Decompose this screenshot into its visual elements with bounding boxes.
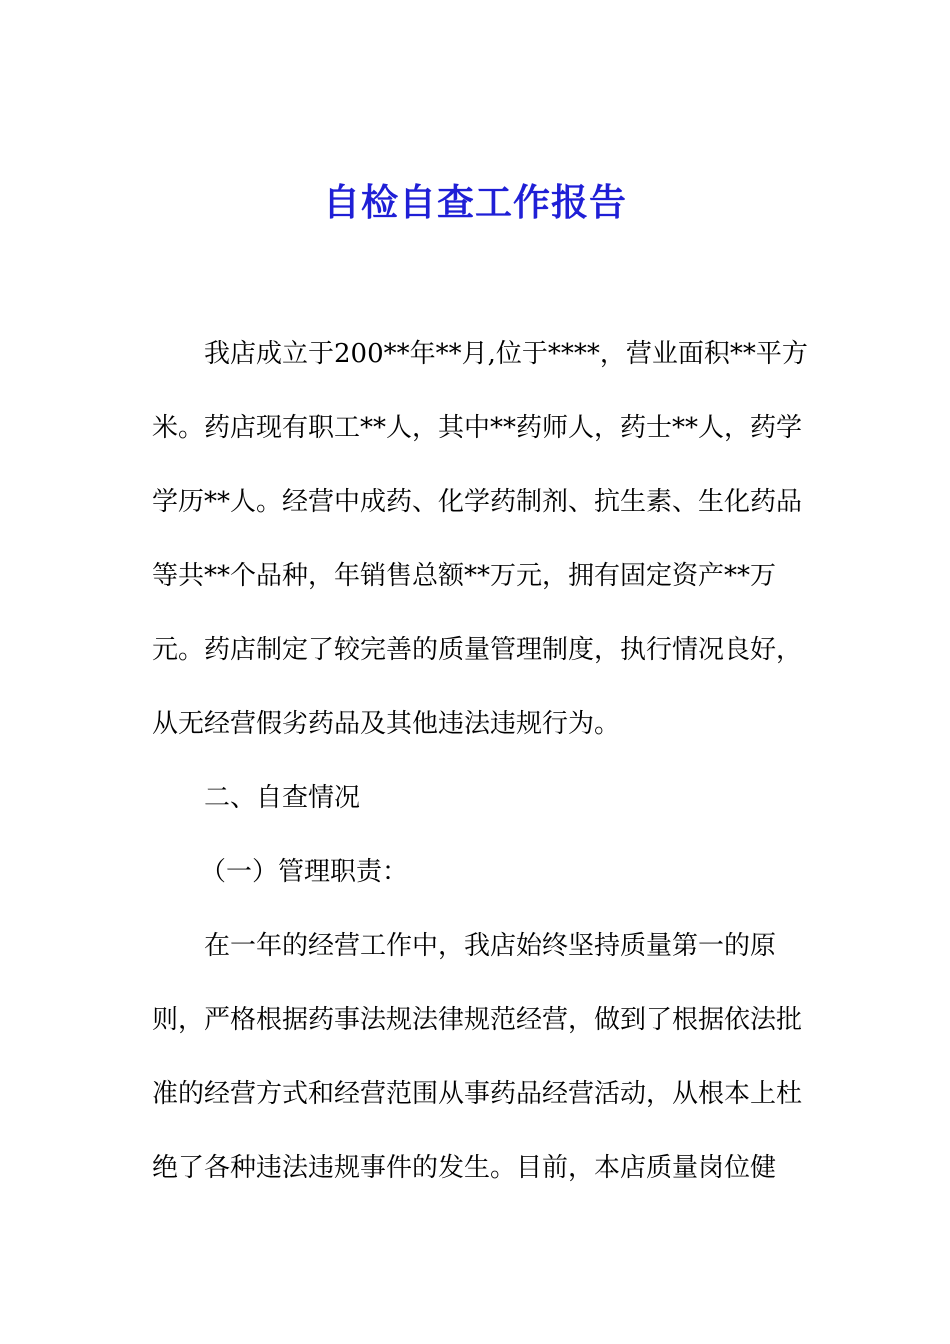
paragraph-line: 从无经营假劣药品及其他违法违规行为。	[152, 709, 621, 739]
document-title: 自检自查工作报告	[323, 181, 627, 224]
paragraph-line: 准的经营方式和经营范围从事药品经营活动，从根本上杜	[152, 1079, 803, 1109]
section-heading: 二、自查情况	[204, 783, 361, 813]
paragraph-line: 元。药店制定了较完善的质量管理制度，执行情况良好，	[152, 635, 803, 665]
paragraph-line: 绝了各种违法违规事件的发生。目前，本店质量岗位健	[152, 1153, 777, 1183]
paragraph-line: 在一年的经营工作中，我店始终坚持质量第一的原	[204, 931, 777, 961]
paragraph-line: 学历**人。经营中成药、化学药制剂、抗生素、生化药品	[152, 487, 803, 517]
subsection-heading: （一）管理职责：	[200, 857, 409, 887]
paragraph-line: 等共**个品种，年销售总额**万元，拥有固定资产**万	[152, 561, 777, 591]
paragraph-line: 则，严格根据药事法规法律规范经营，做到了根据依法批	[152, 1005, 803, 1035]
paragraph-line: 我店成立于200**年**月,位于****，营业面积**平方	[204, 339, 808, 369]
paragraph-line: 米。药店现有职工**人，其中**药师人，药士**人，药学	[152, 413, 803, 443]
